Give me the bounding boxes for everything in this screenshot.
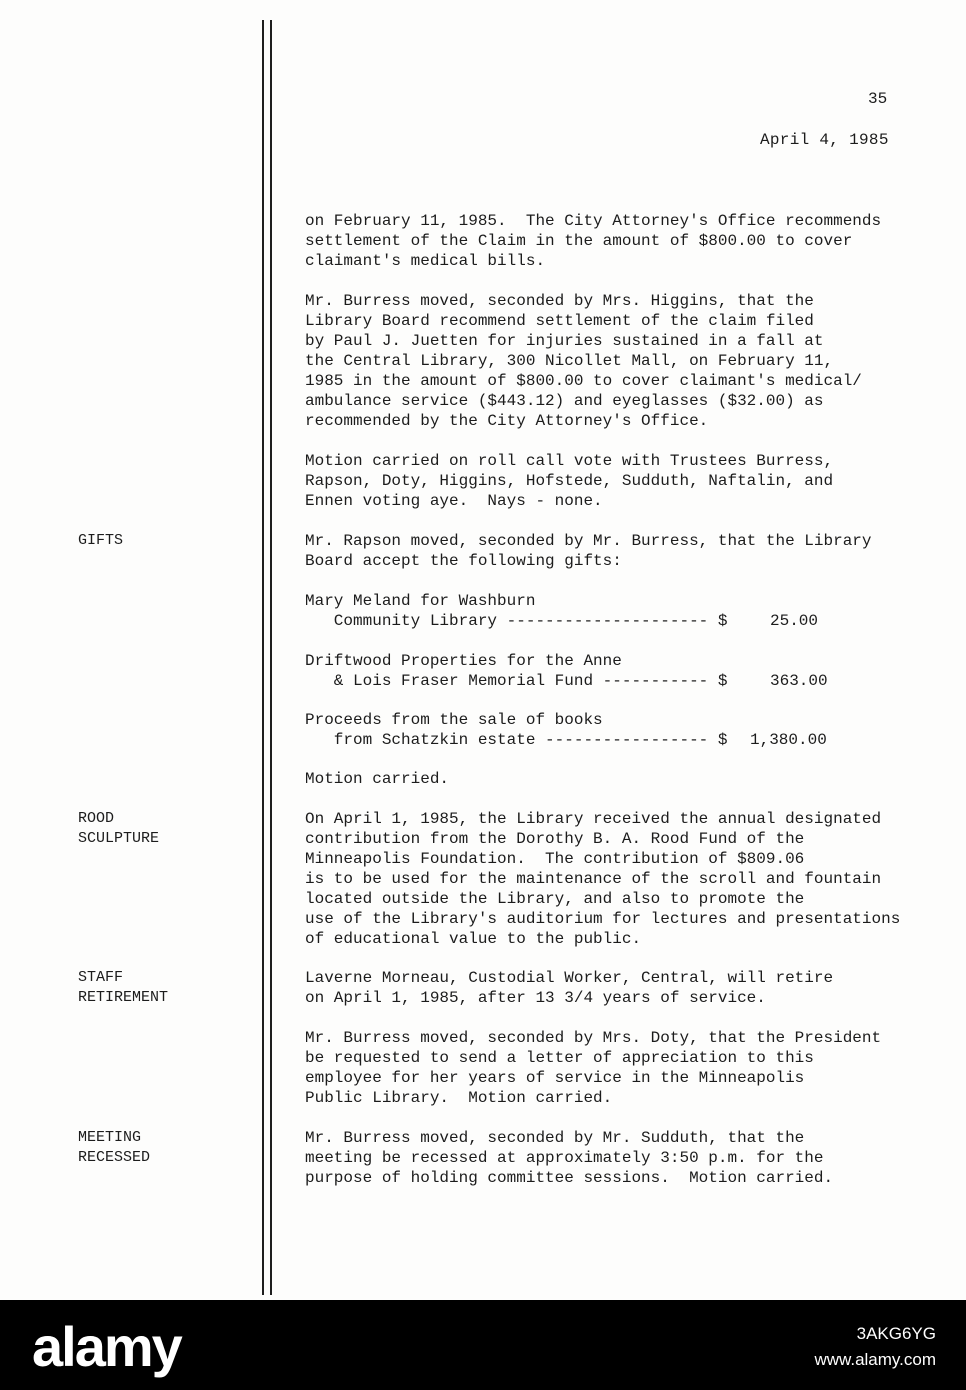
margin-rule-right: [270, 20, 272, 1295]
brand-logo: alamy: [32, 1315, 181, 1378]
paragraph-recess-motion: Mr. Burress moved, seconded by Mr. Sudduth, that the meeting be recessed at approximately 3:50 p.m. for the purpose of holding committee sessions. Motion carried.: [305, 1129, 834, 1187]
paragraph-gifts-carried: Motion carried.: [305, 770, 450, 788]
margin-label-meeting-recessed: MEETING RECESSED: [78, 1129, 151, 1166]
margin-label-gifts: GIFTS: [78, 532, 124, 549]
gift-item-purpose: & Lois Fraser Memorial Fund ----------- $: [305, 672, 728, 690]
image-code: 3AKG6YG: [856, 1324, 936, 1343]
watermark-footer: [0, 1300, 966, 1390]
gift-item-donor: Proceeds from the sale of books: [305, 711, 603, 729]
gift-item-amount: 25.00: [770, 612, 819, 630]
paragraph-rood-fund: On April 1, 1985, the Library received the annual designated contribution from the Dorothy B. A. Rood Fund of the Minneapolis Foundation. The contribution of $809.06 is to be used for the maintenance of the scroll and fountain located outside the Library, and also to promote the use of the Library's auditorium for lectures and presentations of educational value to the public.: [305, 810, 901, 948]
gift-item-donor: Driftwood Properties for the Anne: [305, 652, 622, 670]
margin-label-rood-sculpture: ROOD SCULPTURE: [78, 810, 160, 847]
paragraph-settlement-motion: Mr. Burress moved, seconded by Mrs. Higgins, that the Library Board recommend settlement of the claim filed by Paul J. Juetten for injuries sustained in a fall at the Central Library, 300 Nicollet Mall, on February 11, 1985 in the amount of $800.00 to cover claimant's medical/ ambulance service ($443.12) and eyeglasses ($32.00) as recommended by the City Attorney's Office.: [305, 292, 862, 430]
gift-item-amount: 1,380.00: [750, 731, 827, 749]
paragraph-claim-recommendation: on February 11, 1985. The City Attorney's Office recommends settlement of the Claim in the amount of $800.00 to cover claimant's medical bills.: [305, 212, 882, 270]
margin-rule-left: [262, 20, 264, 1295]
paragraph-retirement: Laverne Morneau, Custodial Worker, Central, will retire on April 1, 1985, after 13 3/4 years of service.: [305, 969, 834, 1007]
gift-item-purpose: from Schatzkin estate ----------------- $: [305, 731, 728, 749]
gift-item-donor: Mary Meland for Washburn: [305, 592, 536, 610]
gift-item-amount: 363.00: [770, 672, 828, 690]
margin-label-staff-retirement: STAFF RETIREMENT: [78, 969, 169, 1006]
page-number: 35: [868, 90, 888, 108]
site-url: www.alamy.com: [814, 1350, 936, 1369]
paragraph-appreciation-motion: Mr. Burress moved, seconded by Mrs. Doty, that the President be requested to send a letter of appreciation to this employee for her years of service in the Minneapolis Public Library. Motion carried.: [305, 1029, 882, 1107]
paragraph-gifts-motion: Mr. Rapson moved, seconded by Mr. Burress, that the Library Board accept the following gifts:: [305, 532, 872, 570]
page-date: April 4, 1985: [760, 131, 889, 149]
gift-item-purpose: Community Library --------------------- $: [305, 612, 728, 630]
paragraph-roll-call-vote: Motion carried on roll call vote with Trustees Burress, Rapson, Doty, Higgins, Hofstede, Sudduth, Naftalin, and Ennen voting aye. Nays - none.: [305, 452, 834, 510]
